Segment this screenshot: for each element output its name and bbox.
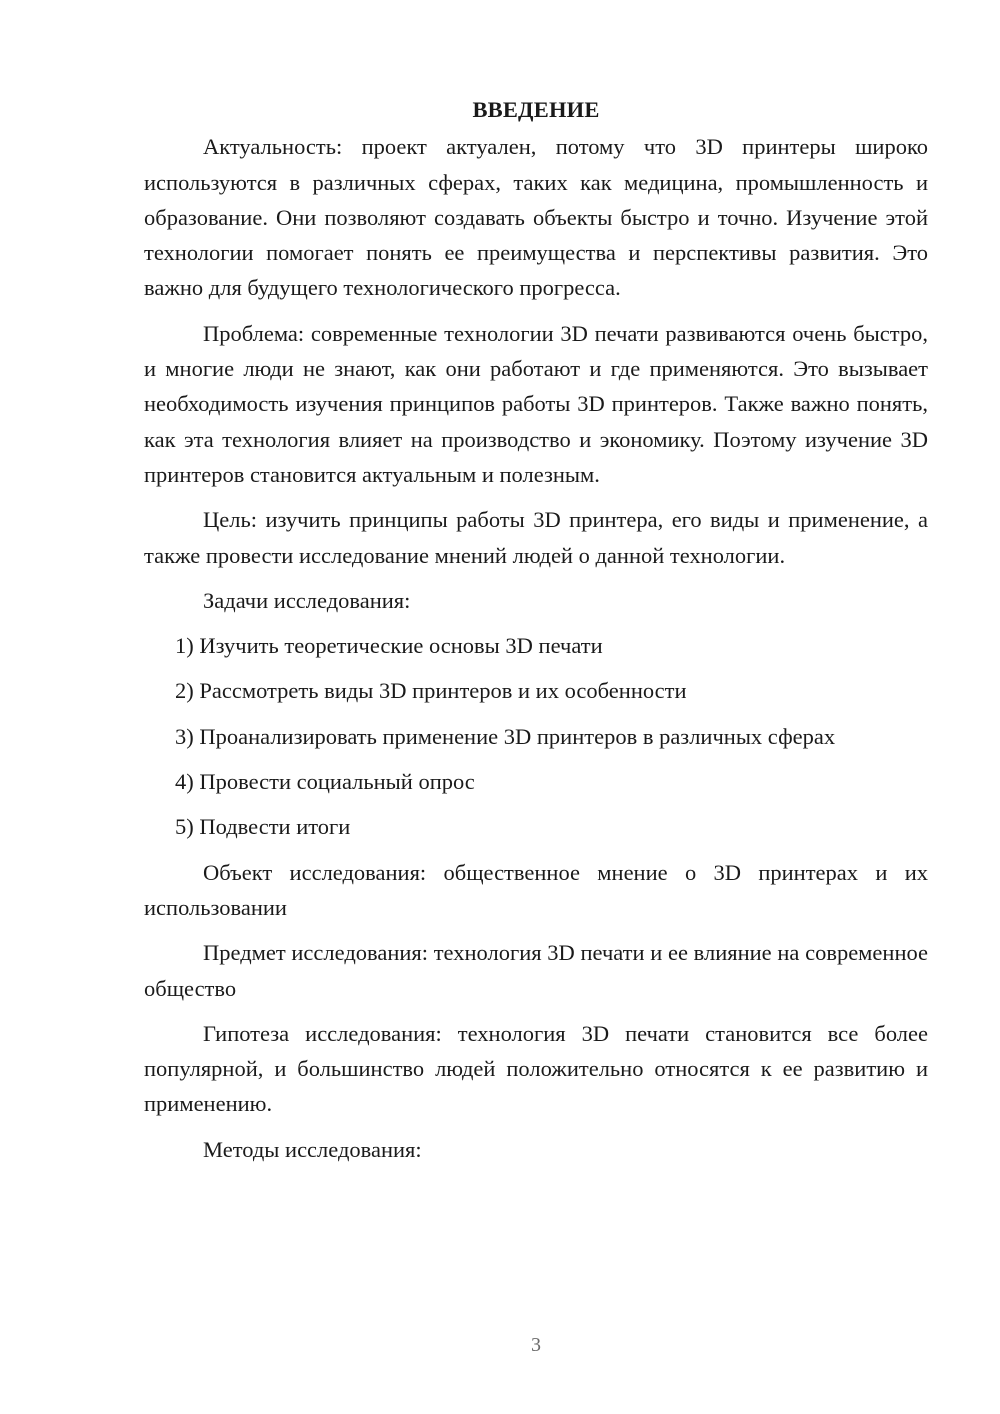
task-item-3: 3) Проанализировать применение 3D принтеров в различных сферах	[175, 723, 836, 749]
page-number: 3	[531, 1334, 541, 1356]
task-item-1: 1) Изучить теоретические основы 3D печати	[175, 633, 603, 659]
task-item-2: 2) Рассмотреть виды 3D принтеров и их особенности	[175, 678, 687, 704]
subject-paragraph: Предмет исследования: технология 3D печати и ее влияние на современное общество	[144, 940, 928, 1001]
object-paragraph: Объект исследования: общественное мнение о 3D принтерах и их использовании	[144, 859, 928, 920]
relevance-paragraph: Актуальность: проект актуален, потому что 3D принтеры широко используются в различных сферах, таких как медицина, промышленность и образование. Они позволяют создавать объекты быстро и точно. Изучение этой технологии помогает понять ее преимущества и перспективы развития. Это важно для будущего технологического прогресса.	[144, 134, 928, 301]
task-item-5: 5) Подвести итоги	[175, 814, 351, 840]
goal-paragraph: Цель: изучить принципы работы 3D принтера, его виды и применение, а также провести исследование мнений людей о данной технологии.	[144, 507, 928, 568]
tasks-list	[144, 628, 928, 844]
page-content	[144, 92, 928, 1177]
task-item-4: 4) Провести социальный опрос	[175, 769, 475, 795]
tasks-heading: Задачи исследования:	[203, 587, 411, 613]
problem-paragraph: Проблема: современные технологии 3D печати развиваются очень быстро, и многие люди не знают, как они работают и где применяются. Это вызывает необходимость изучения принципов работы 3D принтеров. Также важно понять, как эта технология влияет на производство и экономику. Поэтому изучение 3D принтеров становится актуальным и полезным.	[144, 320, 928, 487]
hypothesis-paragraph: Гипотеза исследования: технология 3D печати становится все более популярной, и большинство людей положительно относятся к ее развитию и применению.	[144, 1020, 928, 1117]
methods-heading: Методы исследования:	[203, 1136, 422, 1162]
page-title: ВВЕДЕНИЕ	[472, 97, 600, 122]
